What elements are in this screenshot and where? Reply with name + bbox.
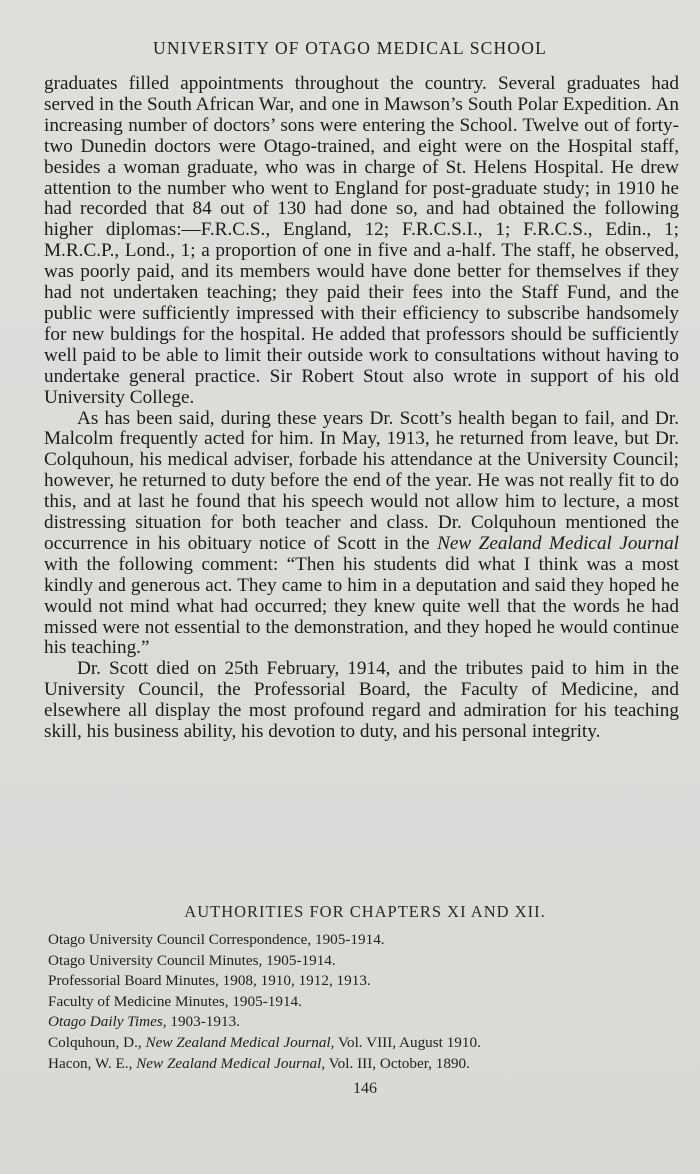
authority-item — [48, 1012, 668, 1033]
authorities-list — [48, 930, 668, 1074]
authority-author: Hacon, W. E., — [48, 1054, 137, 1072]
page-number: 146 — [353, 1080, 377, 1097]
authority-item: Professorial Board Minutes, 1908, 1910, 1912, 1913. — [48, 972, 371, 990]
paragraph-text: with the following comment: “Then his students did what I think was a most kindly and generous act. They came to him in a deputation and said they hoped he would not mind what had occurred; they knew quite well that the words he had missed were not essential to the demonstration, and they hoped he would continue his teaching.” — [44, 553, 679, 659]
authority-item: Faculty of Medicine Minutes, 1905-1914. — [48, 992, 302, 1010]
newspaper-title: Otago Daily Times, — [48, 1013, 167, 1031]
authority-author: Colquhoun, D., — [48, 1033, 146, 1051]
authority-item: Otago University Council Correspondence, 1905-1914. — [48, 931, 385, 948]
paragraph-scott-health — [44, 409, 679, 660]
paragraph-text: As has been said, during these years Dr. Scott’s health began to fail, and Dr. Malcolm frequently acted for him. In May, 1913, he returned from leave, but Dr. Colquhoun, his medical adviser, forbade his attendance at the University Council; however, he returned to duty before the end of the year. He was not really fit to do this, and at last he found that his speech would not allow him to lecture, a most distressing situation for both teacher and class. Dr. Colquhoun mentioned the occurrence in his obituary notice of Scott in the — [44, 407, 679, 554]
authority-item — [48, 1033, 668, 1054]
authority-item: Otago University Council Minutes, 1905-1914. — [48, 951, 336, 969]
authority-item — [48, 1054, 668, 1075]
authority-years: 1903-1913. — [166, 1013, 240, 1031]
authorities-heading: AUTHORITIES FOR CHAPTERS XI AND XII. — [184, 902, 546, 921]
running-header: UNIVERSITY OF OTAGO MEDICAL SCHOOL — [153, 38, 547, 58]
journal-title: New Zealand Medical Journal, — [136, 1054, 326, 1072]
authority-volume: Vol. III, October, 1890. — [325, 1054, 470, 1072]
paragraph-scott-death: Dr. Scott died on 25th February, 1914, and the tributes paid to him in the University Council, the Professorial Board, the Faculty of Medicine, and elsewhere all display the most profound regard and admiration for his teaching skill, his business ability, his devotion to duty, and his personal integrity. — [44, 658, 679, 743]
paragraph-continued: graduates filled appointments throughout the country. Several graduates had served in the South African War, and one in Mawson’s South Polar Expedition. An increasing number of doctors’ sons were entering the School. Twelve out of forty-two Dunedin doctors were Otago-trained, and eight were on the Hospital staff, besides a woman graduate, who was in charge of St. Helens Hospital. He drew attention to the number who went to England for post-graduate study; in 1910 he had recorded that 84 out of 130 had done so, and had obtained the following higher diplomas:—F.R.C.S., England, 12; F.R.C.S.I., 1; F.R.C.S., Edin., 1; M.R.C.P., Lond., 1; a proportion of one in five and a-half. The staff, he observed, was poorly paid, and its members would have done better for themselves if they had not undertaken teaching; they paid their fees into the Staff Fund, and the public were sufficiently impressed with their efficiency to subscribe handsomely for new buldings for the hospital. He added that professors should be sufficiently well paid to be able to limit their outside work to consultations without having to undertake general practice. Sir Robert Stout also wrote in support of his old University College. — [44, 73, 679, 408]
authority-volume: Vol. VIII, August 1910. — [334, 1033, 481, 1051]
body-text — [44, 74, 679, 743]
journal-title: New Zealand Medical Journal — [437, 532, 680, 554]
journal-title: New Zealand Medical Journal, — [145, 1033, 335, 1051]
